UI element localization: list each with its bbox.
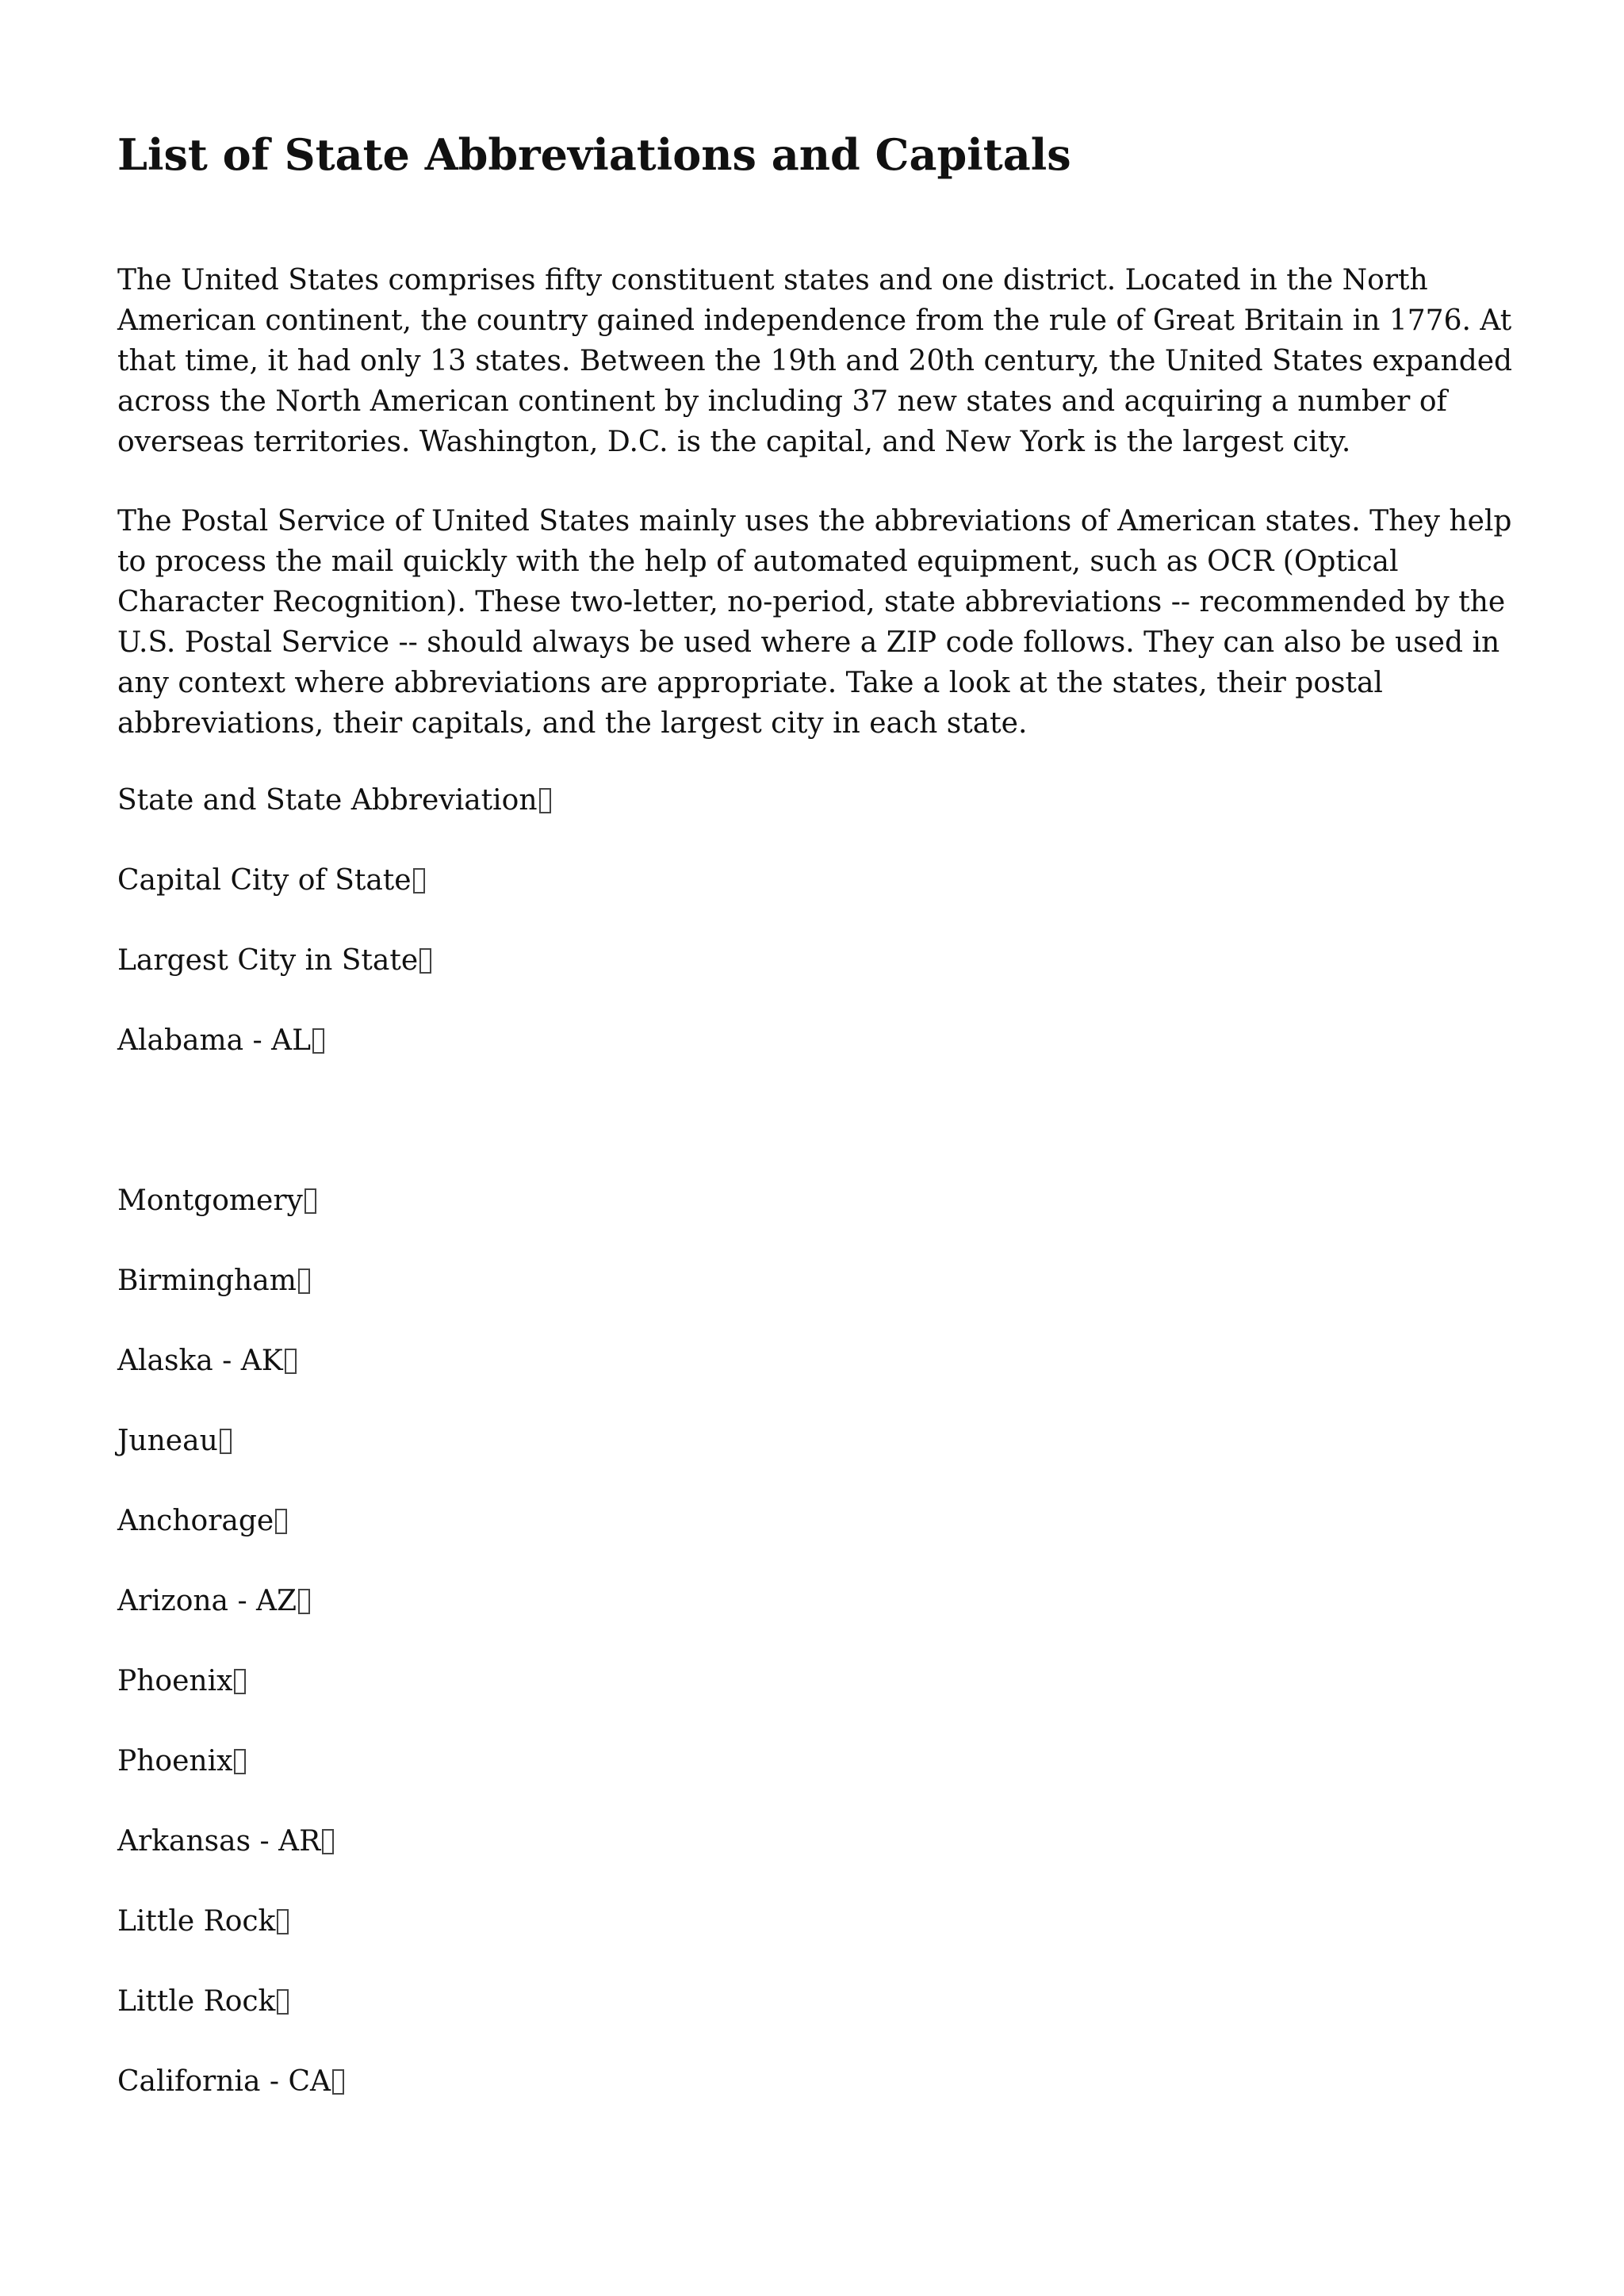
state-cell: Arkansas - AR (117, 1821, 334, 1862)
state-cell: Alaska - AK (117, 1341, 297, 1381)
missing-glyph-box (298, 1269, 310, 1294)
missing-glyph-box (277, 1909, 289, 1934)
missing-glyph-box (298, 1589, 310, 1614)
header-capital-city: Capital City of State (117, 860, 425, 901)
capital-cell: Phoenix (117, 1661, 246, 1701)
page-title: List of State Abbreviations and Capitals (117, 129, 1071, 180)
capital-cell: Montgomery (117, 1181, 316, 1221)
state-cell: Arizona - AZ (117, 1581, 310, 1621)
header-largest-city: Largest City in State (117, 940, 431, 981)
missing-glyph-box (539, 788, 551, 813)
largest-city-cell: Birmingham (117, 1261, 310, 1301)
capital-cell: Little Rock (117, 1901, 289, 1942)
missing-glyph-box (234, 1749, 246, 1774)
postal-paragraph: The Postal Service of United States mainly uses the abbreviations of American states. They help to process the mail quickly with the help of automated equipment, such as OCR (Optical Character Recognition). These two-letter, no-period, state abbreviations -- recommended by the U.S. Postal Service -- should always be used where a ZIP code follows. They can also be used in any context where abbreviations are appropriate. Take a look at the states, their postal abbreviations, their capitals, and the largest city in each state. (117, 505, 1512, 740)
state-cell: California - CA (117, 2061, 344, 2102)
largest-city-cell: Anchorage (117, 1501, 287, 1541)
state-cell: Alabama - AL (117, 1020, 324, 1061)
missing-glyph-box (419, 948, 431, 974)
missing-glyph-box (234, 1669, 246, 1694)
missing-glyph-box (220, 1429, 232, 1454)
capital-cell: Juneau (117, 1421, 232, 1461)
missing-glyph-box (312, 1028, 324, 1054)
largest-city-cell: Phoenix (117, 1741, 246, 1781)
intro-paragraph: The United States comprises fifty constituent states and one district. Located in the North American continent, the country gained independence from the rule of Great Britain in 1776. At that time, it had only 13 states. Between the 19th and 20th century, the United States expanded across the North American continent by including 37 new states and acquiring a number of overseas territories. Washington, D.C. is the capital, and New York is the largest city. (117, 264, 1513, 458)
largest-city-cell: Little Rock (117, 1981, 289, 2022)
missing-glyph-box (277, 1989, 289, 2015)
missing-glyph-box (322, 1829, 334, 1854)
missing-glyph-box (304, 1188, 316, 1214)
header-state-abbreviation: State and State Abbreviation (117, 780, 551, 821)
missing-glyph-box (275, 1509, 287, 1534)
missing-glyph-box (285, 1349, 297, 1374)
missing-glyph-box (413, 868, 425, 894)
missing-glyph-box (332, 2069, 344, 2095)
